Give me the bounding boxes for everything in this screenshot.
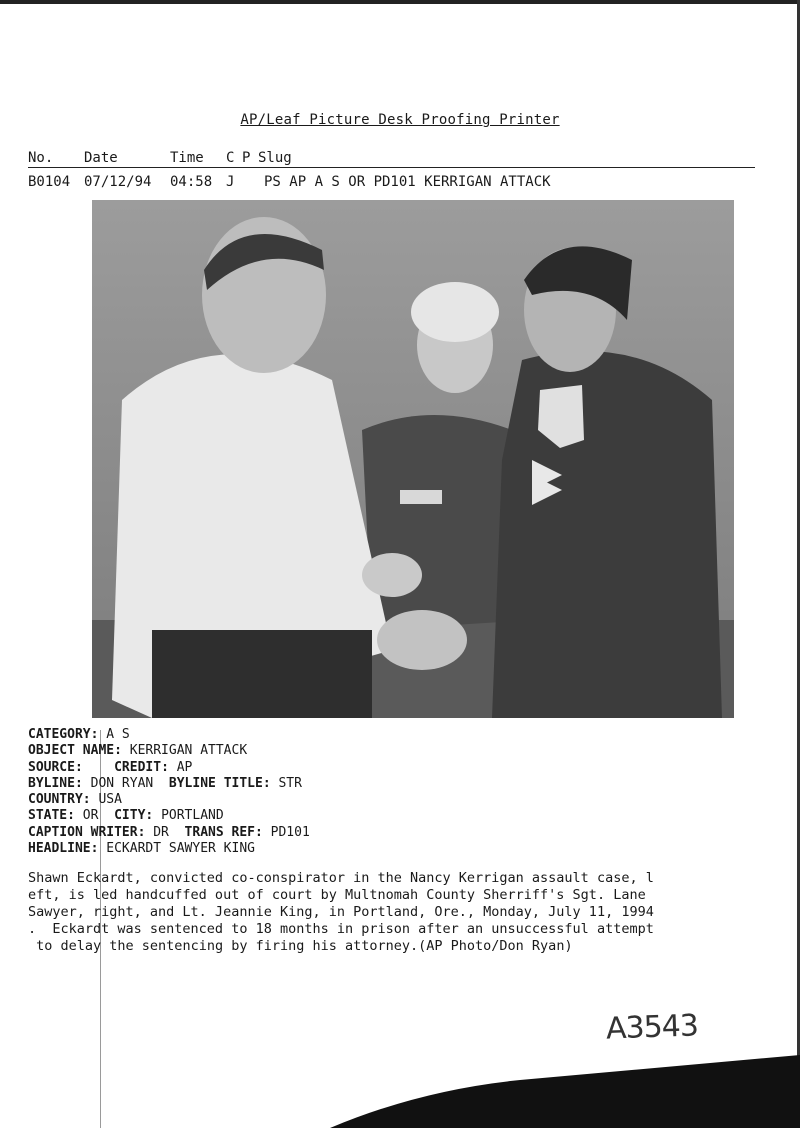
credit-value: AP [176, 759, 193, 775]
col-date-header: Date [84, 150, 118, 166]
column-header-row [28, 150, 755, 168]
news-photo [92, 200, 734, 718]
trans-ref-value: PD101 [270, 824, 310, 840]
country-value: USA [98, 792, 122, 808]
source-credit-row: SOURCE: CREDIT: AP [28, 759, 193, 775]
handwritten-note: A3543 [605, 1008, 699, 1047]
col-slug-header: Slug [258, 150, 292, 166]
category-value: A S [106, 727, 130, 742]
headline-row: HEADLINE: ECKARDT SAWYER KING [28, 841, 255, 857]
right-officer-uniform [492, 351, 722, 718]
record-date: 07/12/94 [84, 174, 152, 190]
byline-title-value: STR [278, 775, 302, 791]
col-no-header: No. [28, 150, 54, 166]
caption-writer-row: CAPTION WRITER: DR TRANS REF: PD101 [28, 824, 310, 840]
col-c-header: C [226, 150, 235, 166]
record-no: B0104 [28, 174, 71, 190]
handcuffed-hands [377, 610, 467, 670]
country-row: COUNTRY: USA [28, 792, 122, 808]
object-name-row: OBJECT NAME: KERRIGAN ATTACK [28, 743, 248, 759]
scan-top-edge [0, 0, 800, 4]
headline-value: ECKARDT SAWYER KING [106, 841, 255, 857]
record-slug: PS AP A S OR PD101 KERRIGAN ATTACK [264, 174, 551, 190]
col-time-header: Time [170, 150, 204, 166]
caption-writer-value: DR [153, 824, 169, 840]
category-row: CATEGORY: A S [28, 727, 130, 742]
record-row [28, 174, 551, 190]
record-c: J [226, 174, 235, 190]
left-man-pants [152, 630, 372, 718]
photo-caption: Shawn Eckardt, convicted co-conspirator in the Nancy Kerrigan assault case, l eft, is led handcuffed out of court by Multnomah County Sherriff's Sgt. Lane Sawyer, right, and Lt. Jeannie King, in Portland, Ore., Monday, July 11, 1994 . Eckardt was sentenced to 18 months in prison after an unsuccessful attempt to delay the sentencing by firing his attorney.(AP Photo/Don Ryan) [28, 870, 654, 954]
city-value: PORTLAND [161, 808, 224, 824]
byline-row: BYLINE: DON RYAN BYLINE TITLE: STR [28, 775, 302, 791]
state-city-row: STATE: OR CITY: PORTLAND [28, 808, 224, 824]
state-value: OR [82, 808, 99, 824]
col-p-header: P [242, 150, 251, 166]
byline-value: DON RYAN [90, 775, 154, 791]
center-officer-hair [411, 282, 499, 342]
page-title: AP/Leaf Picture Desk Proofing Printer [240, 112, 560, 128]
metadata-block [28, 727, 310, 857]
object-name-value: KERRIGAN ATTACK [129, 743, 248, 759]
record-time: 04:58 [170, 174, 213, 190]
